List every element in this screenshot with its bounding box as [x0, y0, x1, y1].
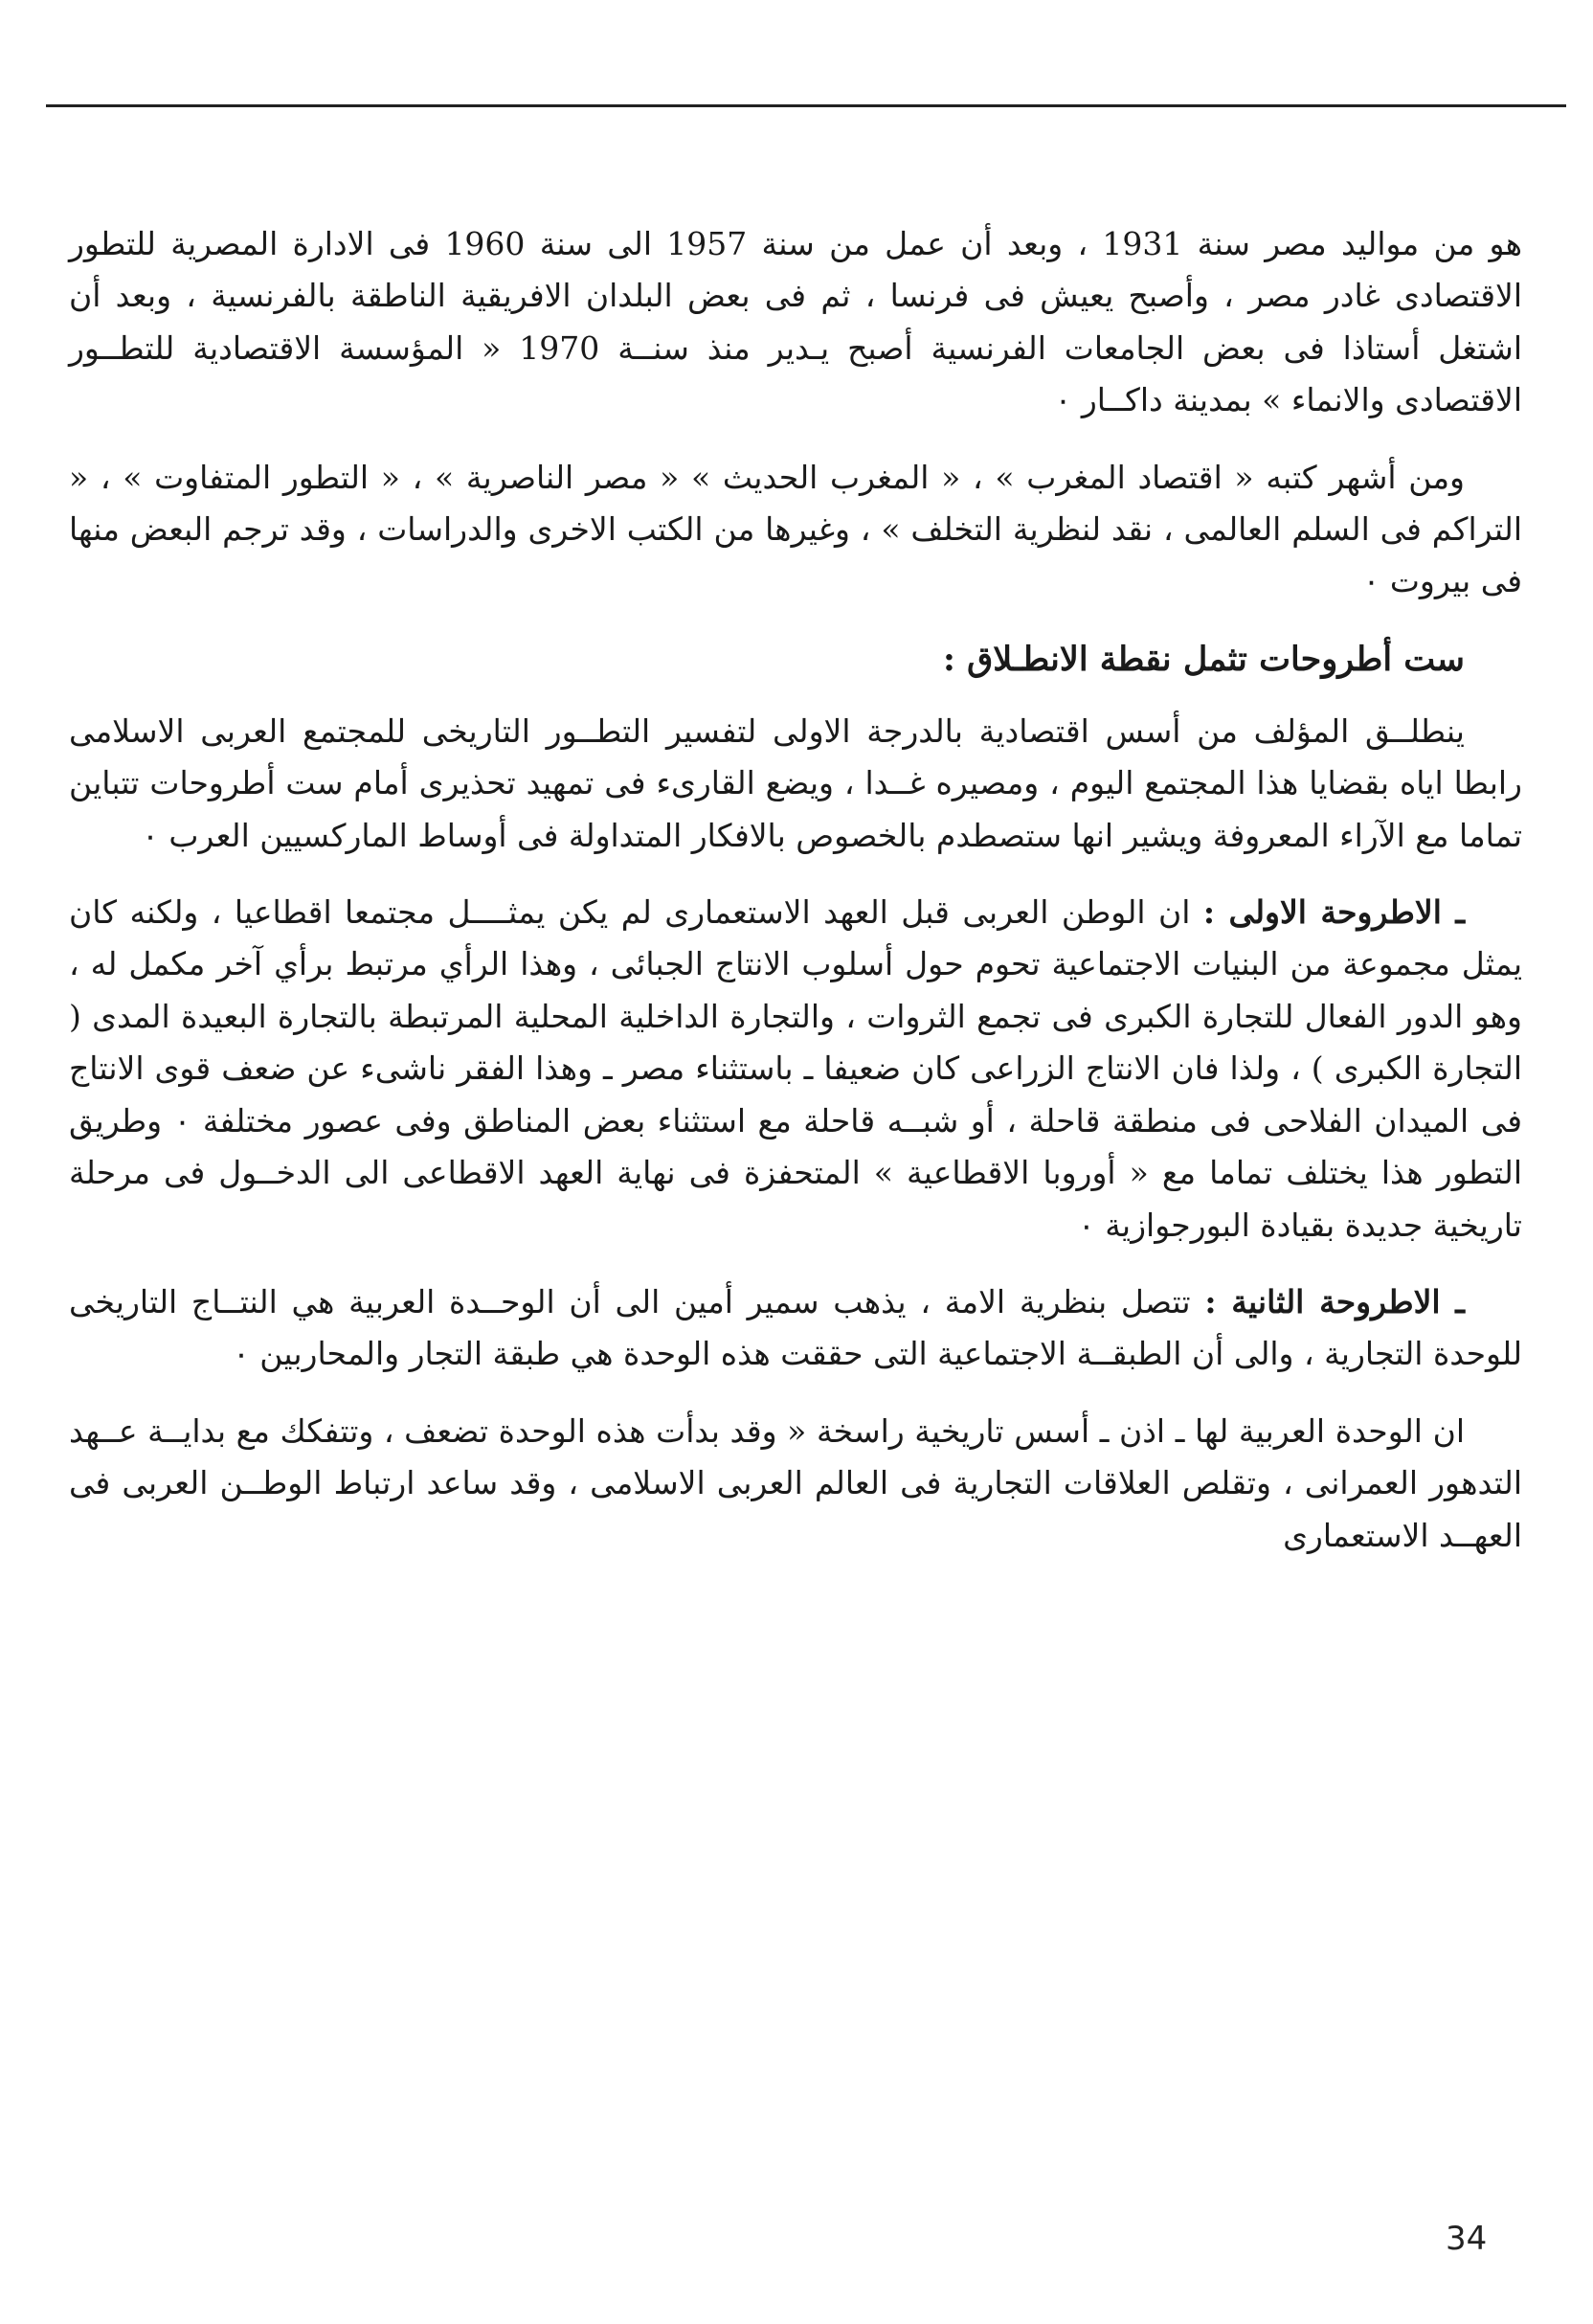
thesis-one-label: ـ الاطروحة الاولى : — [1202, 893, 1465, 932]
paragraph-thesis-one — [69, 887, 1522, 1252]
top-rule — [46, 104, 1566, 107]
paragraph-thesis-two — [69, 1276, 1522, 1381]
thesis-two-label: ـ الاطروحة الثانية : — [1204, 1282, 1465, 1320]
thesis-two-text: تتصل بنظرية الامة ، يذهب سمير أمين الى أن الوحــدة العربية هي النتــاج التاريخى للوحدة التجارية ، والى أن الطبقــة الاجتماعية التى حققت هذه الوحدة هي طبقة التجار والمحاربين ٠ — [69, 1282, 1522, 1373]
paragraph-intro: ينطلــق المؤلف من أسس اقتصادية بالدرجة الاولى لتفسير التطــور التاريخى للمجتمع العربى الاسلامى رابطا اياه بقضايا هذا المجتمع اليوم ، ومصيره غــدا ، ويضع القارىء فى تمهيد تحذيرى أمام ست أطروحات تتباين تماما مع الآراء المعروفة ويشير انها ستصطدم بالخصوص بالافكار المتداولة فى أوساط الماركسيين العرب ٠ — [69, 711, 1522, 854]
page-body — [69, 218, 1522, 1587]
thesis-one-text: ان الوطن العربى قبل العهد الاستعمارى لم يكن يمثــــل مجتمعا اقطاعيا ، ولكنه كان يمثل مجموعة من البنيات الاجتماعية تحوم حول أسلوب الانتاج الجبائى ، وهذا الرأي مرتبط برأي آخر مكمل له ، وهو الدور الفعال للتجارة الكبرى فى تجمع الثروات ، والتجارة الداخلية المحلية المرتبطة بالتجارة البعيدة المدى ( التجارة الكبرى ) ، ولذا فان الانتاج الزراعى كان ضعيفا ـ باستثناء مصر ـ وهذا الفقر ناشىء عن ضعف قوى الانتاج فى الميدان الفلاحى فى منطقة قاحلة ، أو شبــه قاحلة مع استثناء بعض المناطق وفى عصور مختلفة ٠ وطريق التطور هذا يختلف تماما مع « أوروبا الاقطاعية » المتحفزة فى نهاية العهد الاقطاعى الى الدخــول فى مرحلة تاريخية جديدة بقيادة البورجوازية ٠ — [69, 893, 1522, 1244]
paragraph-books: ومن أشهر كتبه « اقتصاد المغرب » ، « المغرب الحديث » « مصر الناصرية » ، « التطور المتفاوت » ، « التراكم فى السلم العالمى ، نقد لنظرية التخلف » ، وغيرها من الكتب الاخرى والدراسات ، وقد ترجم البعض منها فى بيروت ٠ — [69, 458, 1522, 600]
page-number: 34 — [1446, 2220, 1488, 2258]
section-heading: ست أطروحات تثمل نقطة الانطـلاق : — [943, 639, 1465, 679]
paragraph-arab-unity: ان الوحدة العربية لها ـ اذن ـ أسس تاريخية راسخة « وقد بدأت هذه الوحدة تضعف ، وتتفكك مع بدايــة عــهد التدهور العمرانى ، وتقلص العلاقات التجارية فى العالم العربى الاسلامى ، وقد ساعد ارتباط الوطــن العربى فى العهــد الاستعمارى — [69, 1411, 1522, 1554]
paragraph-biography: هو من مواليد مصر سنة 1931 ، وبعد أن عمل من سنة 1957 الى سنة 1960 فى الادارة المصرية للتطور الاقتصادى غادر مصر ، وأصبح يعيش فى فرنسا ، ثم فى بعض البلدان الافريقية الناطقة بالفرنسية ، وبعد أن اشتغل أستاذا فى بعض الجامعات الفرنسية أصبح يـدير منذ سنــة 1970 « المؤسسة الاقتصادية للتطــور الاقتصادى والانماء » بمدينة داكــار ٠ — [69, 225, 1523, 419]
